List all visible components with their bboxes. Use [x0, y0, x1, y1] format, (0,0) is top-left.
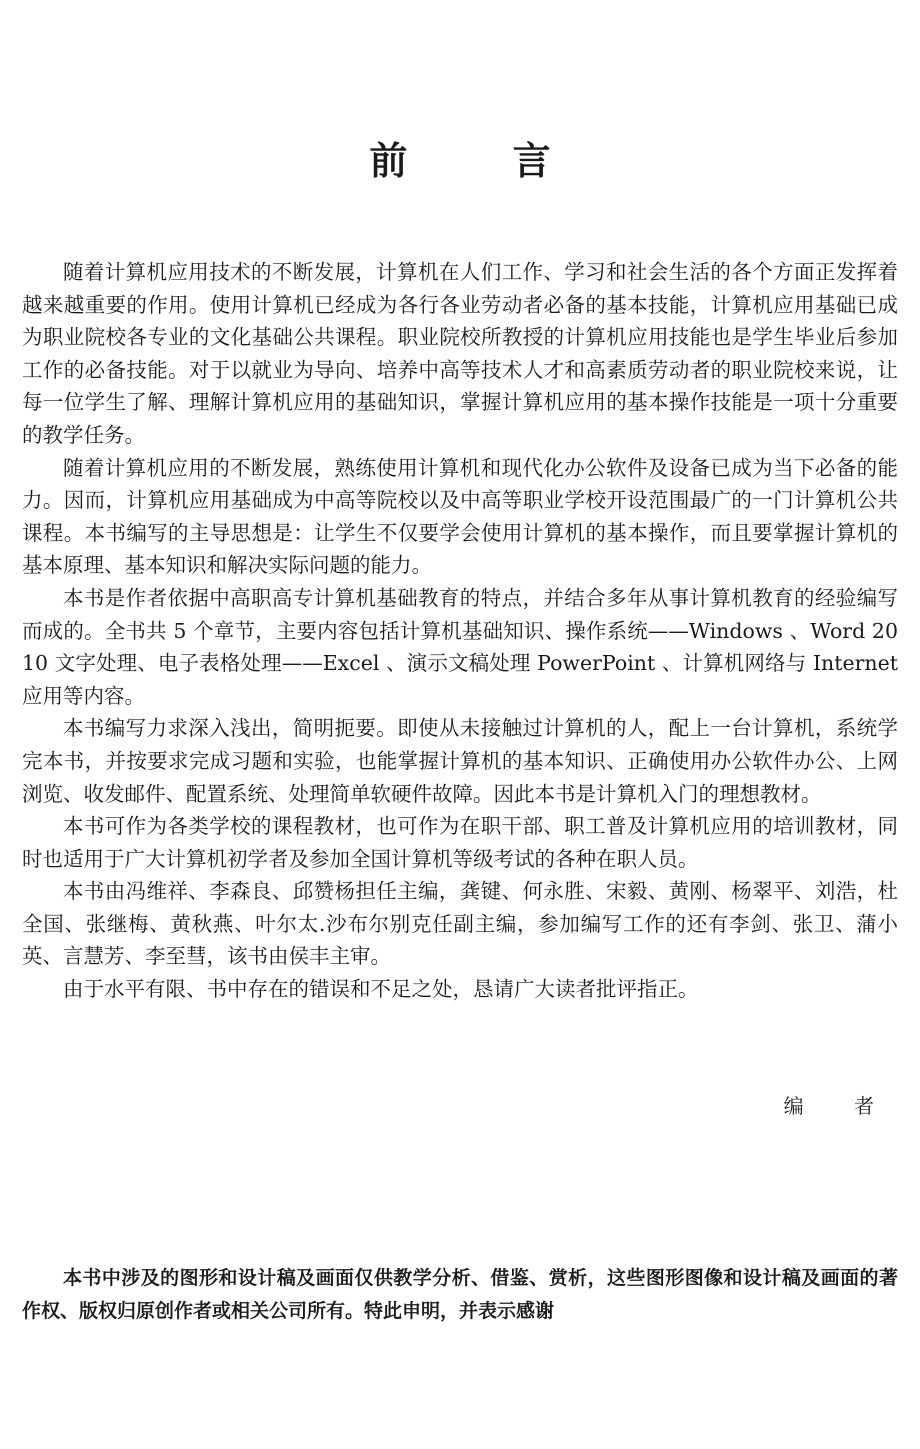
paragraph-4: 本书编写力求深入浅出，简明扼要。即使从未接触过计算机的人，配上一台计算机，系统学完本书，并按要求完成习题和实验，也能掌握计算机的基本知识、正确使用办公软件办公、上网浏览、收发邮件、配置系统、处理简单软硬件故障。因此本书是计算机入门的理想教材。 [22, 716, 898, 806]
paragraph-1: 随着计算机应用技术的不断发展，计算机在人们工作、学习和社会生活的各个方面正发挥着越来越重要的作用。使用计算机已经成为各行各业劳动者必备的基本技能，计算机应用基础已成为职业院校各专业的文化基础公共课程。职业院校所教授的计算机应用技能也是学生毕业后参加工作的必备技能。对于以就业为导向、培养中高等技术人才和高素质劳动者的职业院校来说，让每一位学生了解、理解计算机应用的基础知识，掌握计算机应用的基本操作技能是一项十分重要的教学任务。 [22, 260, 898, 447]
page-title: 前 言 [369, 139, 597, 183]
author-signature: 编 者 [783, 1094, 896, 1118]
copyright-notice: 本书中涉及的图形和设计稿及画面仅供教学分析、借鉴、赏析，这些图形图像和设计稿及画面的著作权、版权归原创作者或相关公司所有。特此申明，并表示感谢 [22, 1267, 898, 1322]
paragraph-2: 随着计算机应用的不断发展，熟练使用计算机和现代化办公软件及设备已成为当下必备的能力。因而，计算机应用基础成为中高等院校以及中高等职业学校开设范围最广的一门计算机公共课程。本书编写的主导思想是：让学生不仅要学会使用计算机的基本操作，而且要掌握计算机的基本原理、基本知识和解决实际问题的能力。 [22, 455, 898, 578]
paragraph-3: 本书是作者依据中高职高专计算机基础教育的特点，并结合多年从事计算机教育的经验编写而成的。全书共 5 个章节，主要内容包括计算机基础知识、操作系统——Windows 、Word 2010 文字处理、电子表格处理——Excel 、演示文稿处理 PowerPoint 、计算机网络与 Internet 应用等内容。 [22, 585, 898, 708]
preface-body [22, 256, 898, 1006]
paragraph-6: 本书由冯维祥、李森良、邱赞杨担任主编，龚键、何永胜、宋毅、黄刚、杨翠平、刘浩，杜全国、张继梅、黄秋燕、叶尔太.沙布尔别克任副主编，参加编写工作的还有李剑、张卫、蒲小英、言慧芳、李至彗，该书由侯丰主审。 [22, 879, 898, 969]
paragraph-7: 由于水平有限、书中存在的错误和不足之处，恳请广大读者批评指正。 [63, 977, 699, 1002]
paragraph-5: 本书可作为各类学校的课程教材，也可作为在职干部、职工普及计算机应用的培训教材，同时也适用于广大计算机初学者及参加全国计算机等级考试的各种在职人员。 [22, 814, 898, 871]
